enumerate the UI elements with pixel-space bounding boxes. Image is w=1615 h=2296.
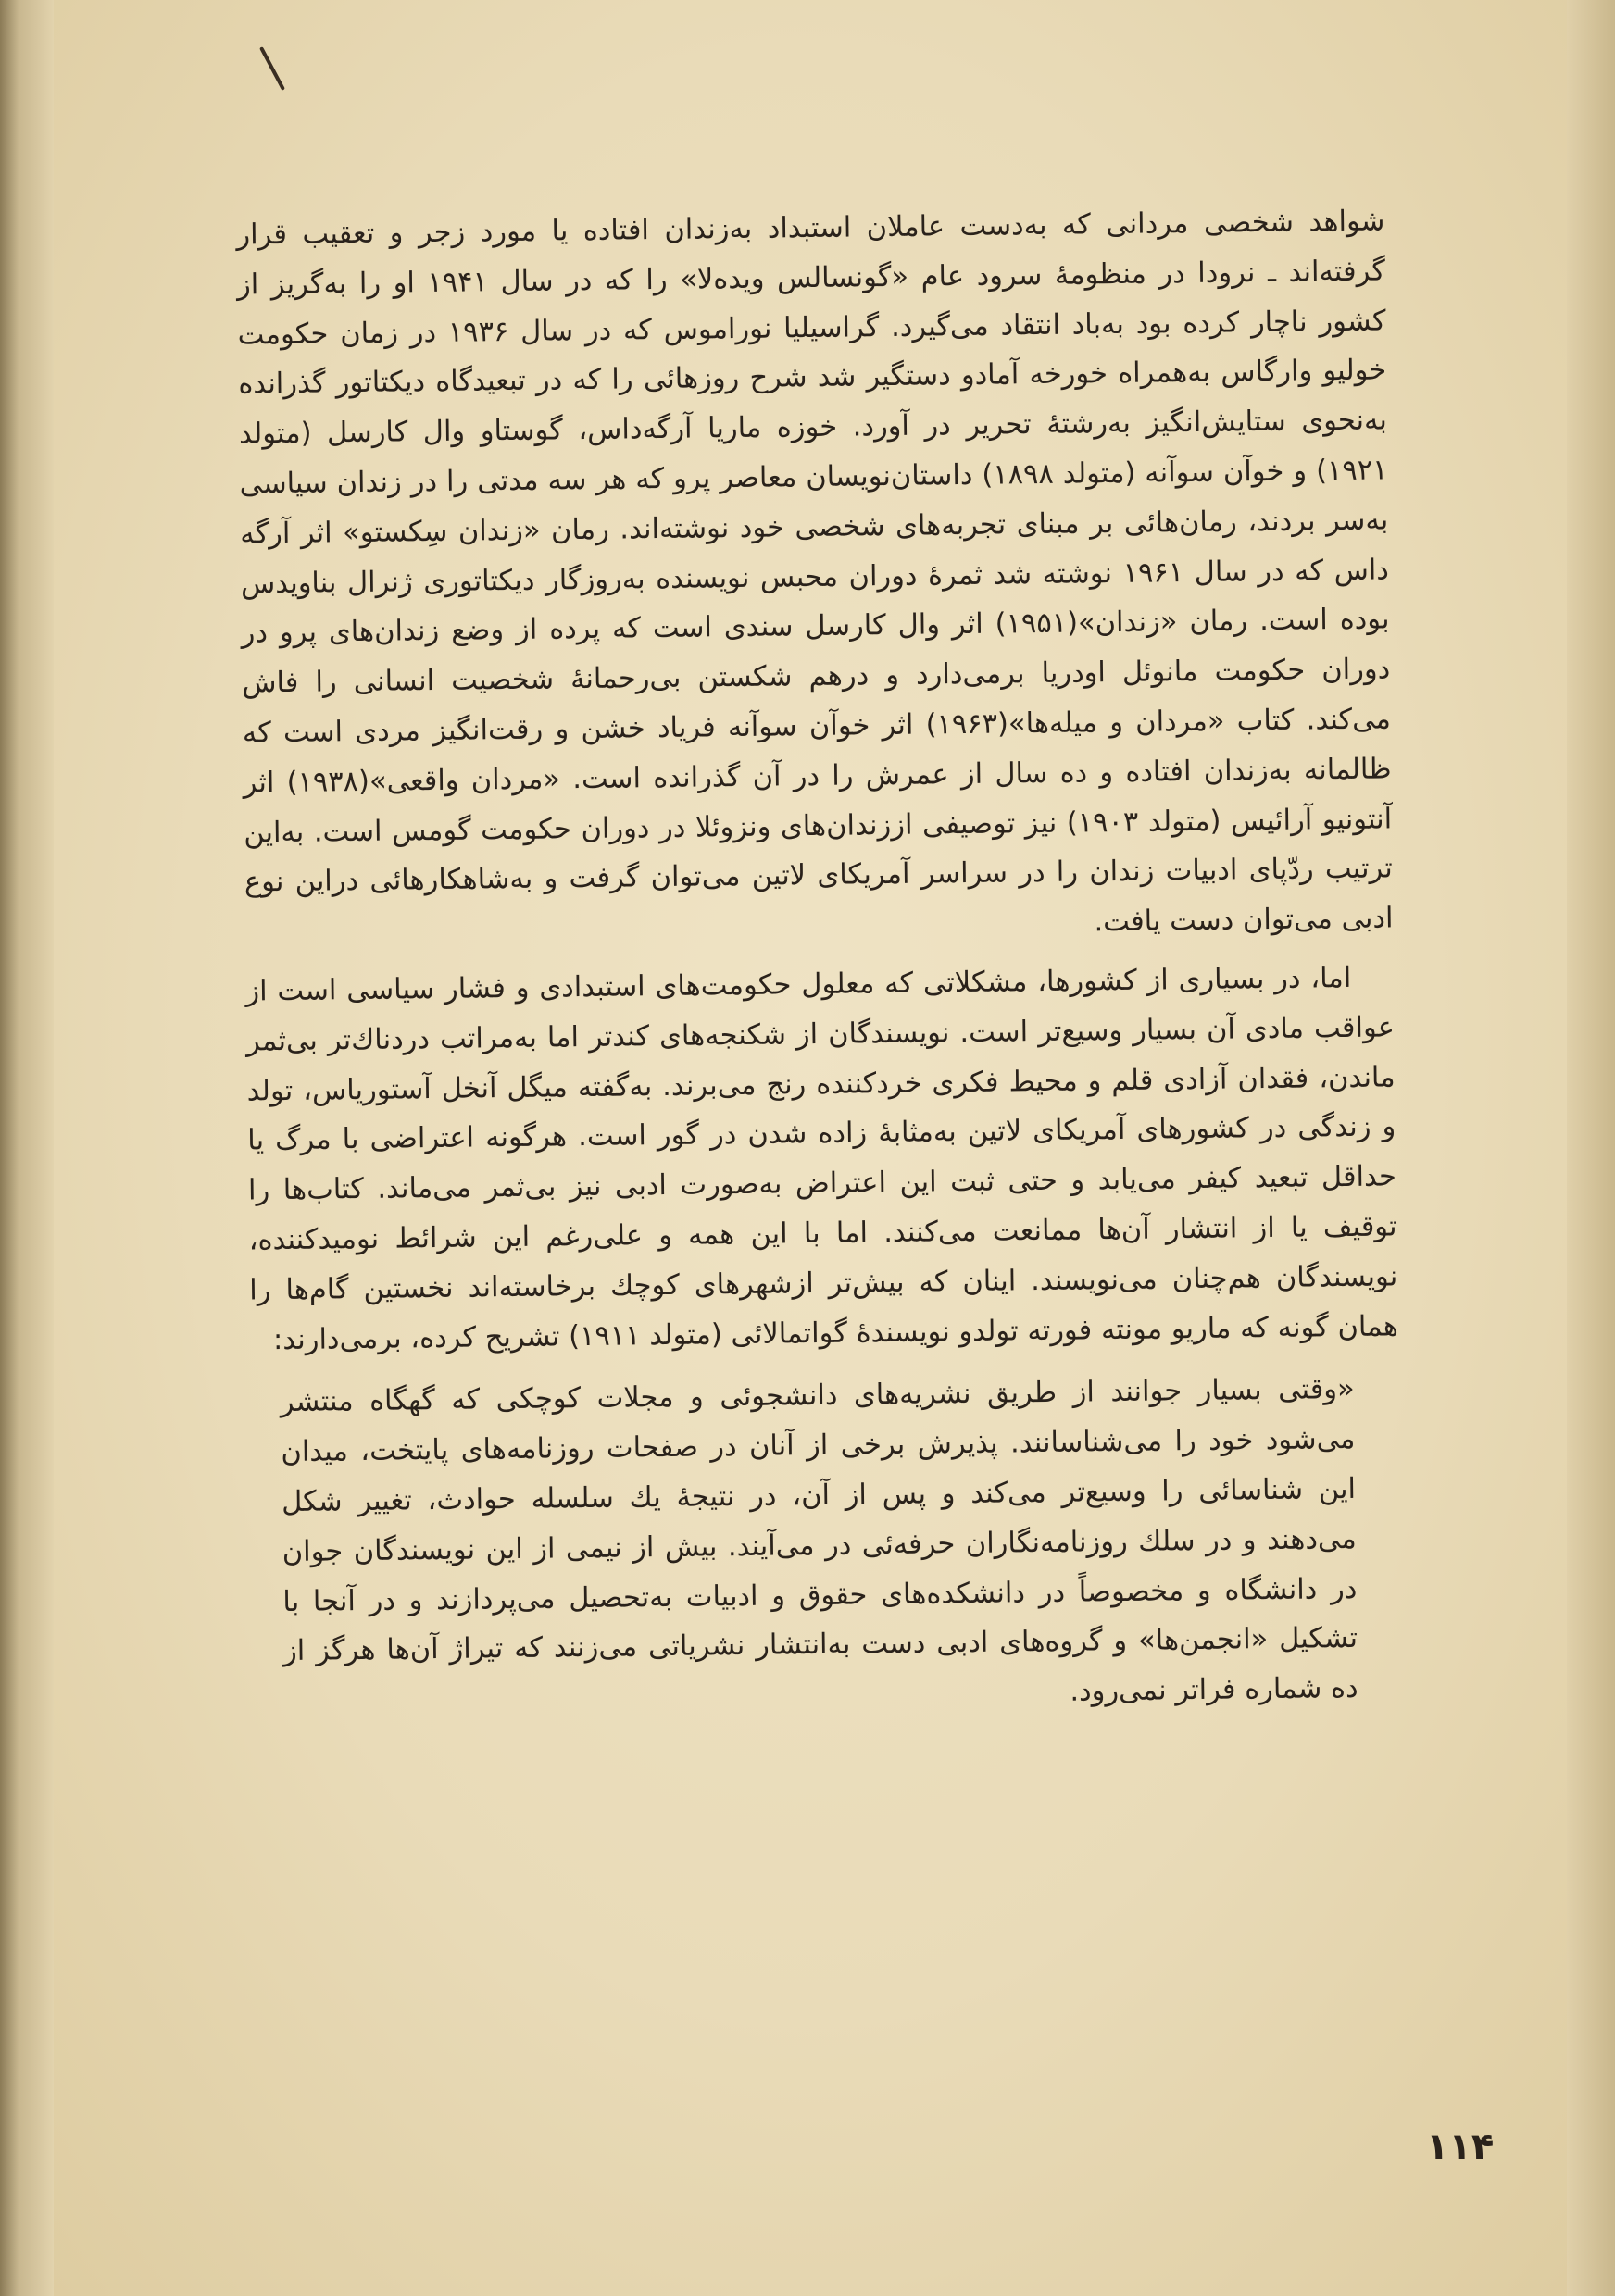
paragraph-1: شواهد شخصی مردانی که به‌دست عاملان استبداد به‌زندان افتاده یا مورد زجر و تعقیب قرار گرفته‌اند ـ نرودا در منظومهٔ سرود عام «گونسالس ویده‌لا» را که در سال ۱۹۴۱ او را به‌گریز از کشور ناچار کرده بود به‌باد انتقاد می‌گیرد. گراسیلیا نوراموس که در سال ۱۹۳۶ در زمان حکومت خولیو وارگاس به‌همراه خورخه آمادو دستگیر شد شرح روزهائی را که در تبعیدگاه دیکتاتور گذرانده به‌نحوی ستایش‌انگیز به‌رشتهٔ تحریر در آورد. خوزه ماریا آرگه‌داس، گوستاو وال کارسل (متولد ۱۹۲۱) و خوآن سوآنه (متولد ۱۸۹۸) داستان‌نویسان معاصر پرو که هر سه مدتی را در زندان سیاسی به‌سر بردند، رمان‌هائی بر مبنای تجربه‌های شخصی خود نوشته‌اند. رمان «زندان سِکستو» اثر آرگه داس که در سال ۱۹۶۱ نوشته شد ثمرهٔ دوران محبس نویسنده به‌روزگار دیکتاتوری ژنرال بناویدس بوده است. رمان «زندان»(۱۹۵۱) اثر وال کارسل سندی است که پرده از وضع زندان‌های پرو در دوران حکومت مانوئل اودریا برمی‌دارد و درهم شکستن بی‌رحمانهٔ شخصیت انسانی را فاش می‌کند. کتاب «مردان و میله‌ها»(۱۹۶۳) اثر خوآن سوآنه فریاد خشن و رقت‌انگیز مردی است که ظالمانه به‌زندان افتاده و ده سال از عمرش را در آن گذرانده است. «مردان واقعی»(۱۹۳۸) اثر آنتونیو آرائیس (متولد ۱۹۰۳) نیز توصیفی اززندان‌های ونزوئلا در دوران حکومت گومس است. به‌این ترتیب ردّپای ادبیات زندان را در سراسر آمریکای لاتین می‌توان گرفت و به‌شاهکارهائی دراین نوع ادبی می‌توان دست یافت. (236, 205, 1394, 939)
body-text (236, 196, 1403, 1727)
page-number: ۱۱۴ (1426, 2126, 1495, 2168)
pen-mark (259, 46, 285, 91)
paragraph-2: اما، در بسیاری از کشورها، مشکلاتی که معلول حکومت‌های استبدادی و فشار سیاسی است از عواقب مادی آن بسیار وسیع‌تر است. نویسندگان از شکنجه‌های کندتر اما به‌مراتب دردناك‌تر بی‌ثمر ماندن، فقدان آزادی قلم و محیط فکری خردکننده رنج می‌برند. به‌گفته میگل آنخل آستوریاس، تولد و زندگی در کشورهای آمریکای لاتین به‌مثابهٔ زاده شدن در گور است. هرگونه اعتراضی با مرگ یا حداقل تبعید کیفر می‌یابد و حتی ثبت این اعتراض به‌صورت ادبی نیز بی‌ثمر می‌ماند. کتاب‌ها را توقیف یا از انتشار آن‌ها ممانعت می‌کنند. اما با این همه و علی‌رغم این شرائط نومیدکننده، نویسندگان هم‌چنان می‌نویسند. اینان که بیش‌تر ازشهرهای کوچك برخاسته‌اند نخستین گام‌ها را همان گونه که ماریو مونته فورته تولدو نویسندهٔ گواتمالائی (متولد ۱۹۱۱) تشریح کرده، برمی‌دارند: (245, 961, 1399, 1356)
page-left-edge (0, 0, 54, 2296)
block-quote: «وقتی بسیار جوانند از طریق نشریه‌های دانشجوئی و مجلات کوچکی که گهگاه منتشر می‌شود خود را می‌شناسانند. پذیرش برخی از آنان در صفحات روزنامه‌های پایتخت، میدان این شناسائی را وسیع‌تر می‌کند و پس از آن، در نتیجهٔ یك سلسله حوادث، تغییر شکل می‌دهند و در سلك روزنامه‌نگاران حرفه‌ئی در می‌آیند. بیش از نیمی از این نویسندگان جوان در دانشگاه و مخصوصاً در دانشکده‌های حقوق و ادبیات به‌تحصیل می‌پردازند و در آنجا با تشکیل «انجمن‌ها» و گروه‌های ادبی دست به‌انتشار نشریاتی می‌زنند که تیراژ آن‌ها هرگز از ده شماره فراتر نمی‌رود. (280, 1373, 1358, 1708)
page-right-edge (1567, 0, 1615, 2296)
